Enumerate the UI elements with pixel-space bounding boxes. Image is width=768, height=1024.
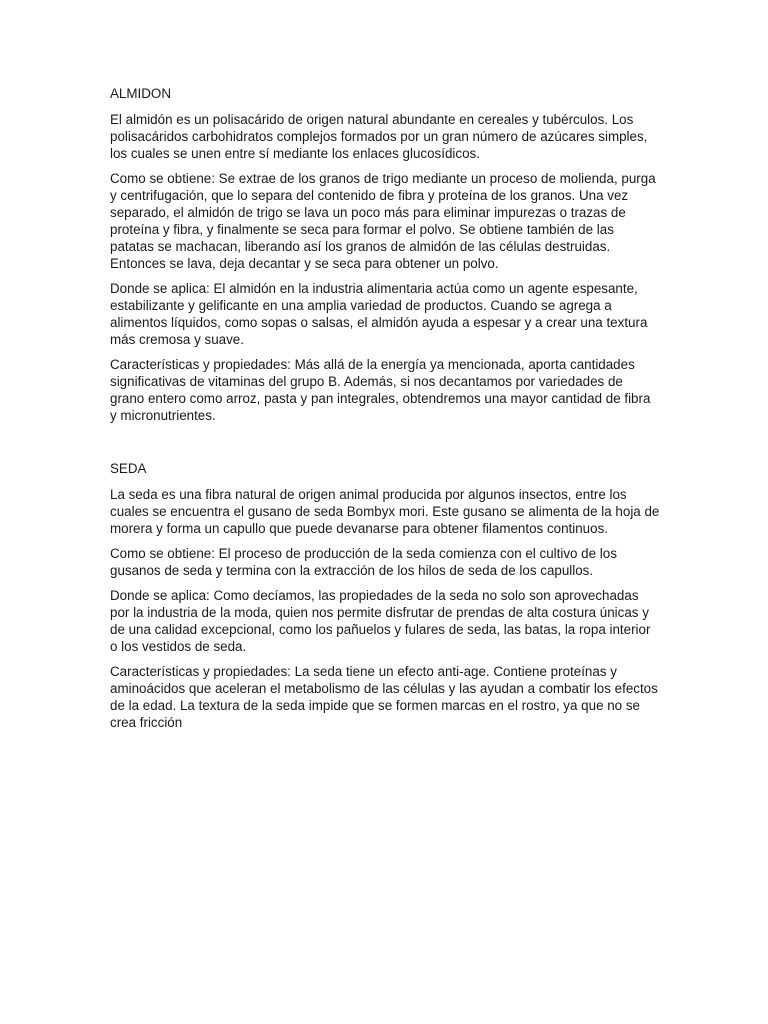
section-seda — [110, 460, 660, 731]
paragraph-seda-propiedades: Características y propiedades: La seda tiene un efecto anti-age. Contiene proteínas y aminoácidos que aceleran el metabolismo de las células y las ayudan a combatir los efectos de la edad. La textura de la seda impide que se formen marcas en el rostro, ya que no se crea fricción — [110, 664, 658, 730]
paragraph-seda-aplicacion: Donde se aplica: Como decíamos, las propiedades de la seda no solo son aprovechadas por la industria de la moda, quien nos permite disfrutar de prendas de alta costura únicas y de una calidad excepcional, como los pañuelos y fulares de seda, las batas, la ropa interior o los vestidos de seda. — [110, 588, 651, 654]
section-title-almidon: ALMIDON — [110, 86, 172, 101]
section-spacer — [110, 432, 660, 460]
paragraph-almidon-definition: El almidón es un polisacárido de origen natural abundante en cereales y tubérculos. Los polisacáridos carbohidratos complejos formados por un gran número de azúcares simples, los cuales se unen entre sí mediante los enlaces glucosídicos. — [110, 112, 648, 161]
paragraph-seda-obtencion: Como se obtiene: El proceso de producción de la seda comienza con el cultivo de los gusanos de seda y termina con la extracción de los hilos de seda de los capullos. — [110, 546, 617, 578]
document-page — [110, 85, 660, 739]
paragraph-almidon-obtencion: Como se obtiene: Se extrae de los granos de trigo mediante un proceso de molienda, purga y centrifugación, que lo separa del contenido de fibra y proteína de los granos. Una vez separado, el almidón de trigo se lava un poco más para eliminar impurezas o trazas de proteína y fibra, y finalmente se seca para formar el polvo. Se obtiene también de las patatas se machacan, liberando así los granos de almidón de las células destruidas. Entonces se lava, deja decantar y se seca para obtener un polvo. — [110, 171, 656, 271]
paragraph-almidon-aplicacion: Donde se aplica: El almidón en la industria alimentaria actúa como un agente espesante, estabilizante y gelificante en una amplia variedad de productos. Cuando se agrega a alimentos líquidos, como sopas o salsas, el almidón ayuda a espesar y a crear una textura más cremosa y suave. — [110, 281, 648, 347]
paragraph-seda-definition: La seda es una fibra natural de origen animal producida por algunos insectos, entre los cuales se encuentra el gusano de seda Bombyx mori. Este gusano se alimenta de la hoja de morera y forma un capullo que puede devanarse para obtener filamentos continuos. — [110, 487, 660, 536]
paragraph-almidon-propiedades: Características y propiedades: Más allá de la energía ya mencionada, aporta cantidades significativas de vitaminas del grupo B. Además, si nos decantamos por variedades de grano entero como arroz, pasta y pan integrales, obtendremos una mayor cantidad de fibra y micronutrientes. — [110, 357, 651, 423]
section-title-seda: SEDA — [110, 461, 147, 476]
section-almidon — [110, 85, 660, 424]
